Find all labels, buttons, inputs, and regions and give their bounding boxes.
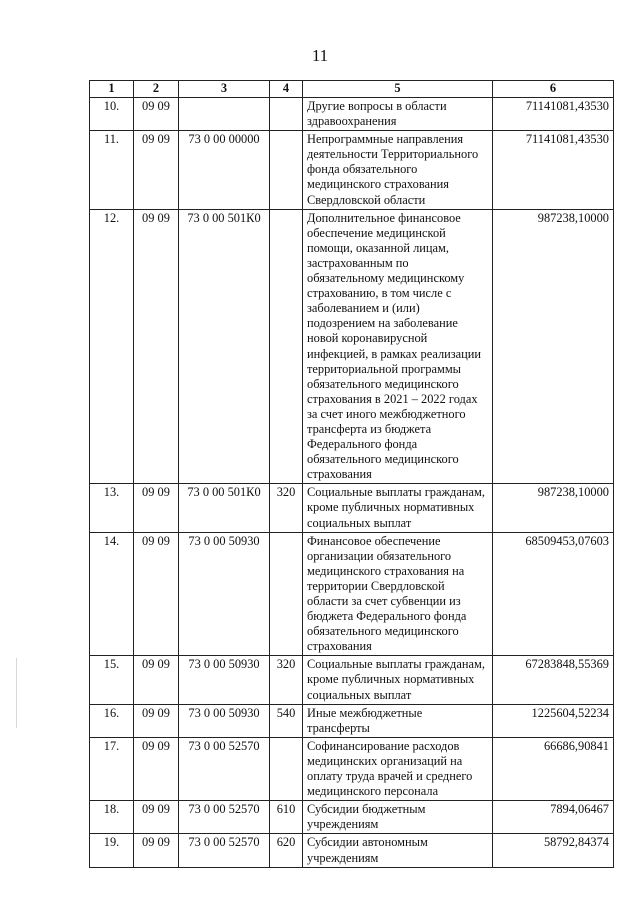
- section-code: 09 09: [134, 209, 179, 484]
- item-name: Софинансирование расходов медицинских организаций на оплату труда врачей и среднего медицинского персонала: [303, 737, 493, 800]
- header-col-3: 3: [179, 81, 270, 98]
- item-name: Иные межбюджетные трансферты: [303, 704, 493, 737]
- expense-type-code: [270, 209, 303, 484]
- section-code: 09 09: [134, 131, 179, 209]
- header-row: [90, 81, 614, 98]
- amount: 987238,10000: [493, 484, 614, 532]
- section-code: 09 09: [134, 532, 179, 656]
- expense-type-code: 320: [270, 656, 303, 704]
- item-name: Социальные выплаты гражданам, кроме публичных нормативных социальных выплат: [303, 656, 493, 704]
- page-number: 11: [311, 46, 329, 65]
- row-number: 19.: [90, 834, 134, 867]
- table-row: [90, 704, 614, 737]
- table-row: [90, 98, 614, 131]
- amount: 1225604,52234: [493, 704, 614, 737]
- amount: 7894,06467: [493, 801, 614, 834]
- table-row: [90, 209, 614, 484]
- row-number: 10.: [90, 98, 134, 131]
- target-article-code: 73 0 00 52570: [179, 834, 270, 867]
- item-name: Дополнительное финансовое обеспечение медицинской помощи, оказанной лицам, застрахованным по обязательному медицинскому страхованию, в том числе с заболеванием и (или) подозрением на заболевание новой коронавирусной инфекцией, в рамках реализации территориальной программы обязательного медицинского страхования в 2021 – 2022 годах за счет иного межбюджетного трансферта из бюджета Федерального фонда обязательного медицинского страхования: [303, 209, 493, 484]
- table-row: [90, 801, 614, 834]
- header-col-2: 2: [134, 81, 179, 98]
- item-name: Субсидии бюджетным учреждениям: [303, 801, 493, 834]
- item-name: Другие вопросы в области здравоохранения: [303, 98, 493, 131]
- row-number: 11.: [90, 131, 134, 209]
- target-article-code: 73 0 00 501К0: [179, 484, 270, 532]
- target-article-code: 73 0 00 50930: [179, 704, 270, 737]
- amount: 67283848,55369: [493, 656, 614, 704]
- table-row: [90, 131, 614, 209]
- row-number: 17.: [90, 737, 134, 800]
- row-number: 16.: [90, 704, 134, 737]
- item-name: Социальные выплаты гражданам, кроме публичных нормативных социальных выплат: [303, 484, 493, 532]
- table-header: [90, 81, 614, 98]
- expense-type-code: 320: [270, 484, 303, 532]
- row-number: 15.: [90, 656, 134, 704]
- target-article-code: 73 0 00 501К0: [179, 209, 270, 484]
- budget-table: [89, 80, 614, 868]
- row-number: 14.: [90, 532, 134, 656]
- amount: 987238,10000: [493, 209, 614, 484]
- table-body: [90, 98, 614, 868]
- expense-type-code: [270, 532, 303, 656]
- target-article-code: 73 0 00 00000: [179, 131, 270, 209]
- section-code: 09 09: [134, 704, 179, 737]
- amount: 68509453,07603: [493, 532, 614, 656]
- section-code: 09 09: [134, 801, 179, 834]
- section-code: 09 09: [134, 834, 179, 867]
- item-name: Субсидии автономным учреждениям: [303, 834, 493, 867]
- section-code: 09 09: [134, 98, 179, 131]
- target-article-code: 73 0 00 50930: [179, 532, 270, 656]
- section-code: 09 09: [134, 737, 179, 800]
- expense-type-code: 540: [270, 704, 303, 737]
- row-number: 12.: [90, 209, 134, 484]
- expense-type-code: [270, 131, 303, 209]
- target-article-code: 73 0 00 52570: [179, 737, 270, 800]
- header-col-4: 4: [270, 81, 303, 98]
- row-number: 13.: [90, 484, 134, 532]
- expense-type-code: 620: [270, 834, 303, 867]
- header-col-6: 6: [493, 81, 614, 98]
- target-article-code: [179, 98, 270, 131]
- amount: 66686,90841: [493, 737, 614, 800]
- amount: 58792,84374: [493, 834, 614, 867]
- table-row: [90, 834, 614, 867]
- table-row: [90, 737, 614, 800]
- amount: 71141081,43530: [493, 131, 614, 209]
- expense-type-code: [270, 98, 303, 131]
- target-article-code: 73 0 00 50930: [179, 656, 270, 704]
- header-col-1: 1: [90, 81, 134, 98]
- expense-type-code: [270, 737, 303, 800]
- header-col-5: 5: [303, 81, 493, 98]
- target-article-code: 73 0 00 52570: [179, 801, 270, 834]
- table-row: [90, 656, 614, 704]
- row-number: 18.: [90, 801, 134, 834]
- expense-type-code: 610: [270, 801, 303, 834]
- table-row: [90, 532, 614, 656]
- item-name: Финансовое обеспечение организации обязательного медицинского страхования на территории Свердловской области за счет субвенции из бюджета Федерального фонда обязательного медицинского страхования: [303, 532, 493, 656]
- scan-margin-mark: [16, 658, 17, 728]
- section-code: 09 09: [134, 484, 179, 532]
- item-name: Непрограммные направления деятельности Территориального фонда обязательного медицинского страхования Свердловской области: [303, 131, 493, 209]
- section-code: 09 09: [134, 656, 179, 704]
- amount: 71141081,43530: [493, 98, 614, 131]
- table-row: [90, 484, 614, 532]
